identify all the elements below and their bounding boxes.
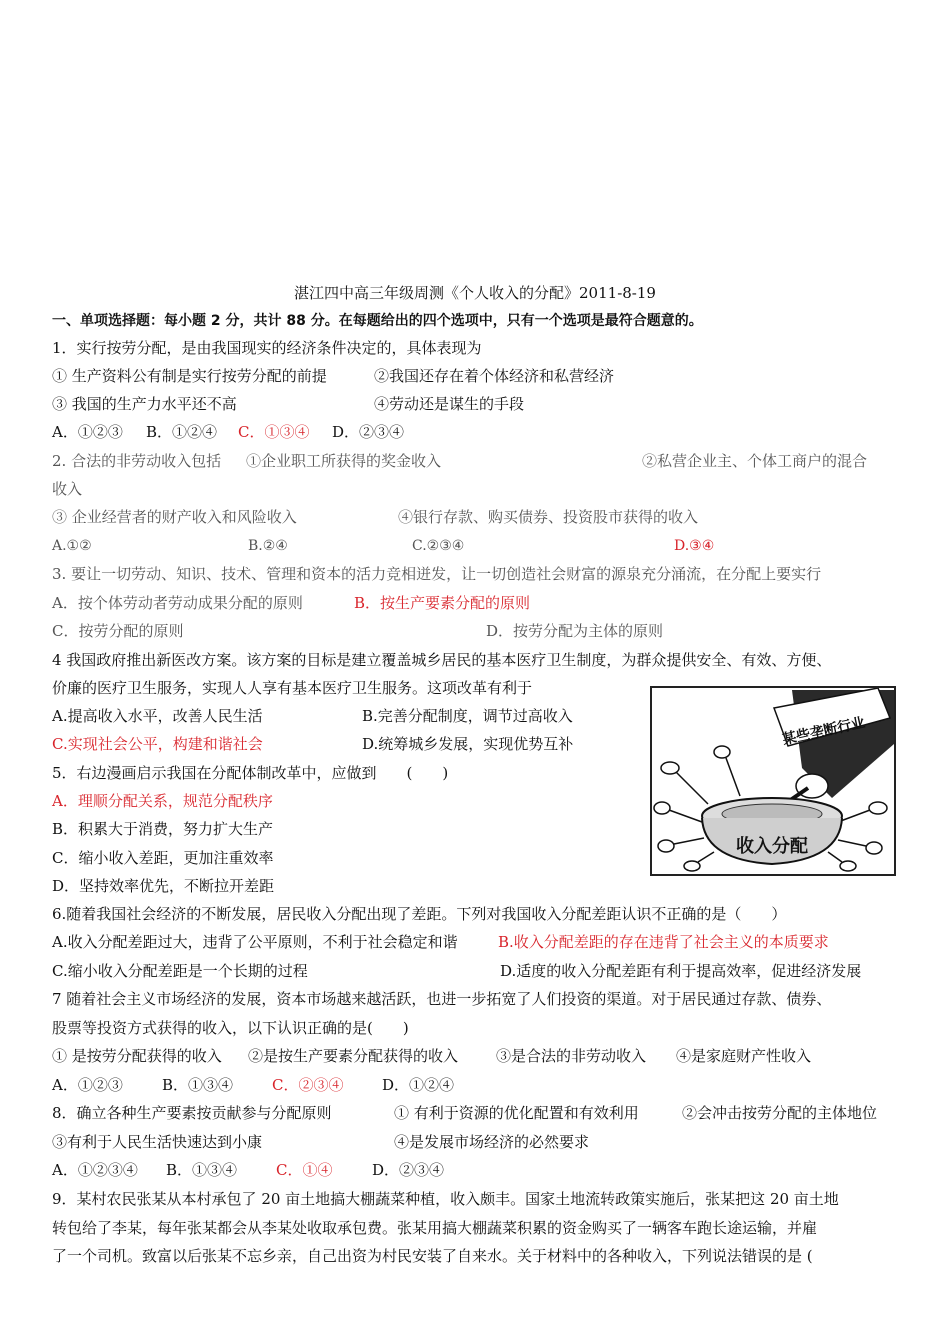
q1-option-b: B．①②④	[146, 423, 218, 441]
q1-s1: ① 生产资料公有制是实行按劳分配的前提	[52, 367, 327, 385]
q7-s3: ③是合法的非劳动收入	[496, 1047, 647, 1065]
q6-option-b: B.收入分配差距的存在违背了社会主义的本质要求	[498, 933, 829, 951]
q4-stem-line2: 价廉的医疗卫生服务，实现人人享有基本医疗卫生服务。这项改革有利于	[52, 679, 533, 697]
q1-s3: ③ 我国的生产力水平还不高	[52, 395, 237, 413]
q7-stem-line1: 7 随着社会主义市场经济的发展，资本市场越来越活跃，也进一步拓宽了人们投资的渠道。对于居民通过存款、债券、	[52, 990, 832, 1008]
q5-option-c: C．缩小收入差距，更加注重效率	[52, 849, 274, 867]
q4-option-d: D.统筹城乡发展，实现优势互补	[362, 735, 574, 753]
q7-s2: ②是按生产要素分配获得的收入	[248, 1047, 459, 1065]
q6-stem: 6.随着我国社会经济的不断发展，居民收入分配出现了差距。下列对我国收入分配差距认识不正确的是（ ）	[52, 905, 787, 923]
q1-option-c: C．①③④	[238, 423, 310, 441]
q8-stem: 8．确立各种生产要素按贡献参与分配原则	[52, 1104, 332, 1122]
q8-s2: ②会冲击按劳分配的主体地位	[682, 1104, 878, 1122]
q7-option-d: D．①②④	[382, 1076, 455, 1094]
q8-s1: ① 有利于资源的优化配置和有效利用	[394, 1104, 639, 1122]
income-distribution-cartoon	[650, 686, 896, 876]
q6-option-c: C.缩小收入分配差距是一个长期的过程	[52, 962, 308, 980]
q2-option-c: C.②③④	[412, 538, 465, 554]
q1-s2: ②我国还存在着个体经济和私营经济	[374, 367, 615, 385]
section-heading: 一、单项选择题：每小题 2 分，共计 88 分。在每题给出的四个选项中，只有一个选项是最符合题意的。	[52, 313, 703, 329]
q7-stem-line2: 股票等投资方式获得的收入，以下认识正确的是( )	[52, 1019, 409, 1037]
q8-option-b: B．①③④	[166, 1161, 238, 1179]
exam-title: 湛江四中高三年级周测《个人收入的分配》2011-8-19	[294, 284, 656, 302]
q3-option-c: C．按劳分配的原则	[52, 622, 184, 640]
q5-option-b: B．积累大于消费，努力扩大生产	[52, 820, 274, 838]
q2-s1: ①企业职工所获得的奖金收入	[246, 452, 442, 470]
q8-s4: ④是发展市场经济的必然要求	[394, 1133, 590, 1151]
q3-option-d: D．按劳分配为主体的原则	[486, 622, 664, 640]
q4-option-c: C.实现社会公平，构建和谐社会	[52, 735, 263, 753]
q4-option-a: A.提高收入水平，改善人民生活	[52, 707, 263, 725]
q1-option-d: D．②③④	[332, 423, 405, 441]
q2-s3: ③ 企业经营者的财产收入和风险收入	[52, 508, 297, 526]
q7-s4: ④是家庭财产性收入	[676, 1047, 812, 1065]
q2-s2-cont: 收入	[52, 480, 83, 498]
q4-stem-line1: 4 我国政府推出新医改方案。该方案的目标是建立覆盖城乡居民的基本医疗卫生制度，为群众提供安全、有效、方便、	[52, 651, 832, 669]
q8-option-c: C．①④	[276, 1161, 333, 1179]
q6-option-a: A.收入分配差距过大，违背了公平原则，不利于社会稳定和谐	[52, 933, 458, 951]
cartoon-drawing	[652, 688, 894, 874]
cartoon-sleeve-label: 某些垄断行业	[781, 714, 867, 749]
q5-stem: 5．右边漫画启示我国在分配体制改革中，应做到 ( )	[52, 764, 449, 782]
q2-option-a: A.①②	[52, 538, 92, 554]
q9-line3: 了一个司机。致富以后张某不忘乡亲，自己出资为村民安装了自来水。关于材料中的各种收入，下列说法错误的是 (	[52, 1247, 813, 1265]
q7-option-c: C．②③④	[272, 1076, 344, 1094]
q1-option-a: A．①②③	[52, 423, 123, 441]
q2-stem: 2. 合法的非劳动收入包括	[52, 452, 222, 470]
q4-option-b: B.完善分配制度，调节过高收入	[362, 707, 573, 725]
q7-s1: ① 是按劳分配获得的收入	[52, 1047, 222, 1065]
q5-option-a: A．理顺分配关系，规范分配秩序	[52, 792, 273, 810]
q9-line2: 转包给了李某，每年张某都会从李某处收取承包费。张某用搞大棚蔬菜积累的资金购买了一辆客车跑长途运输，并雇	[52, 1219, 818, 1237]
q7-option-a: A．①②③	[52, 1076, 123, 1094]
cartoon-pot-label: 收入分配	[736, 836, 808, 857]
q7-option-b: B．①③④	[162, 1076, 234, 1094]
q2-s4: ④银行存款、购买债券、投资股市获得的收入	[398, 508, 699, 526]
q9-line1: 9．某村农民张某从本村承包了 20 亩土地搞大棚蔬菜种植，收入颇丰。国家土地流转政策实施后，张某把这 20 亩土地	[52, 1190, 839, 1208]
q2-s2: ②私营企业主、个体工商户的混合	[642, 452, 868, 470]
q5-option-d: D．坚持效率优先，不断拉开差距	[52, 877, 275, 895]
q8-option-d: D．②③④	[372, 1161, 445, 1179]
q3-option-b: B．按生产要素分配的原则	[354, 594, 531, 612]
q1-stem: 1．实行按劳分配，是由我国现实的经济条件决定的，具体表现为	[52, 339, 482, 357]
q8-option-a: A．①②③④	[52, 1161, 138, 1179]
q3-option-a: A．按个体劳动者劳动成果分配的原则	[52, 594, 303, 612]
q2-option-d: D.③④	[674, 538, 715, 554]
q8-s3: ③有利于人民生活快速达到小康	[52, 1133, 263, 1151]
q3-stem: 3. 要让一切劳动、知识、技术、管理和资本的活力竞相迸发，让一切创造社会财富的源泉充分涌流，在分配上要实行	[52, 565, 822, 583]
q6-option-d: D.适度的收入分配差距有利于提高效率，促进经济发展	[500, 962, 862, 980]
q1-s4: ④劳动还是谋生的手段	[374, 395, 525, 413]
q2-option-b: B.②④	[248, 538, 288, 554]
